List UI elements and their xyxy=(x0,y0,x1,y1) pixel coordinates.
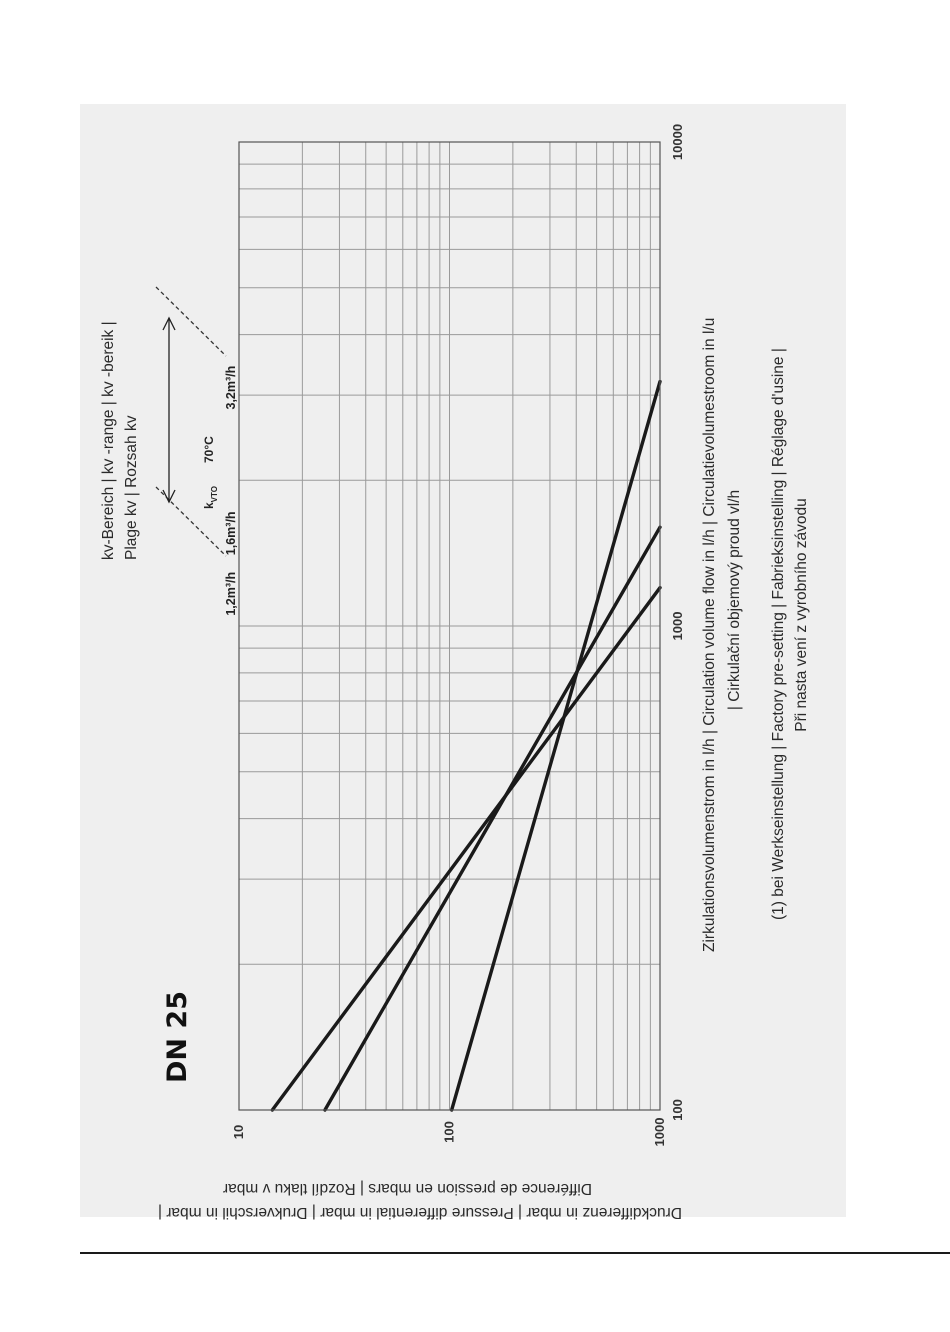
chart-title: DN 25 xyxy=(162,991,193,1083)
footnote-line-2: Při nasta vení z vyrobního závodu xyxy=(793,498,810,732)
kv-range-label-line-2: Plage kv | Rozsah kv xyxy=(123,415,140,560)
curve-label-series-2: 1,6m³/h xyxy=(224,511,238,556)
tick-layer xyxy=(231,124,685,1147)
x-axis-label-line-2: | Cirkulační objemový proud vl/h xyxy=(726,489,743,711)
x-tick-label-1: 100 xyxy=(670,1099,685,1121)
kvto-temperature: 70°C xyxy=(202,436,216,463)
x-tick-label-2: 1000 xyxy=(670,611,685,641)
kv-range-arrow xyxy=(163,318,175,502)
y-tick-label-1: 10 xyxy=(231,1124,246,1140)
y-axis-label-line-1: Druckdifferenz in mbar | Pressure differential in mbar | Drukverschil in mbar | xyxy=(157,1204,682,1221)
page-rule xyxy=(80,1252,950,1254)
y-axis-label-line-2: Différence de pression en mbars | Rozdíl tlaku v mbar xyxy=(222,1180,592,1197)
x-axis-label-line-1: Zirkulationsvolumenstrom in l/h | Circulation volume flow in l/h | Circulatievolumestroom in l/u xyxy=(701,317,718,952)
curve-label-series-1: 1,2m³/h xyxy=(224,571,238,616)
curve-layer xyxy=(272,382,660,1110)
y-tick-label-2: 100 xyxy=(441,1121,457,1143)
curve-series-3 xyxy=(452,382,660,1110)
y-tick-label-3: 1000 xyxy=(652,1117,667,1147)
footnote-line-1: (1) bei Werkseinstellung | Factory pre-setting | Fabrieksinstelling | Réglage d'usine | xyxy=(770,348,787,920)
grid-layer xyxy=(239,142,660,1110)
x-tick-label-3: 10000 xyxy=(670,123,685,161)
kv-range-marker-high xyxy=(156,287,226,356)
kvto-label: $k_{VTO}$ xyxy=(202,486,219,509)
kv-range-label-line-1: kv-Bereich | kv -range | kv -bereik | xyxy=(100,321,117,560)
curve-label-layer xyxy=(224,366,238,616)
curve-label-series-3: 3,2m³/h xyxy=(224,365,238,410)
curve-series-1 xyxy=(272,588,660,1110)
